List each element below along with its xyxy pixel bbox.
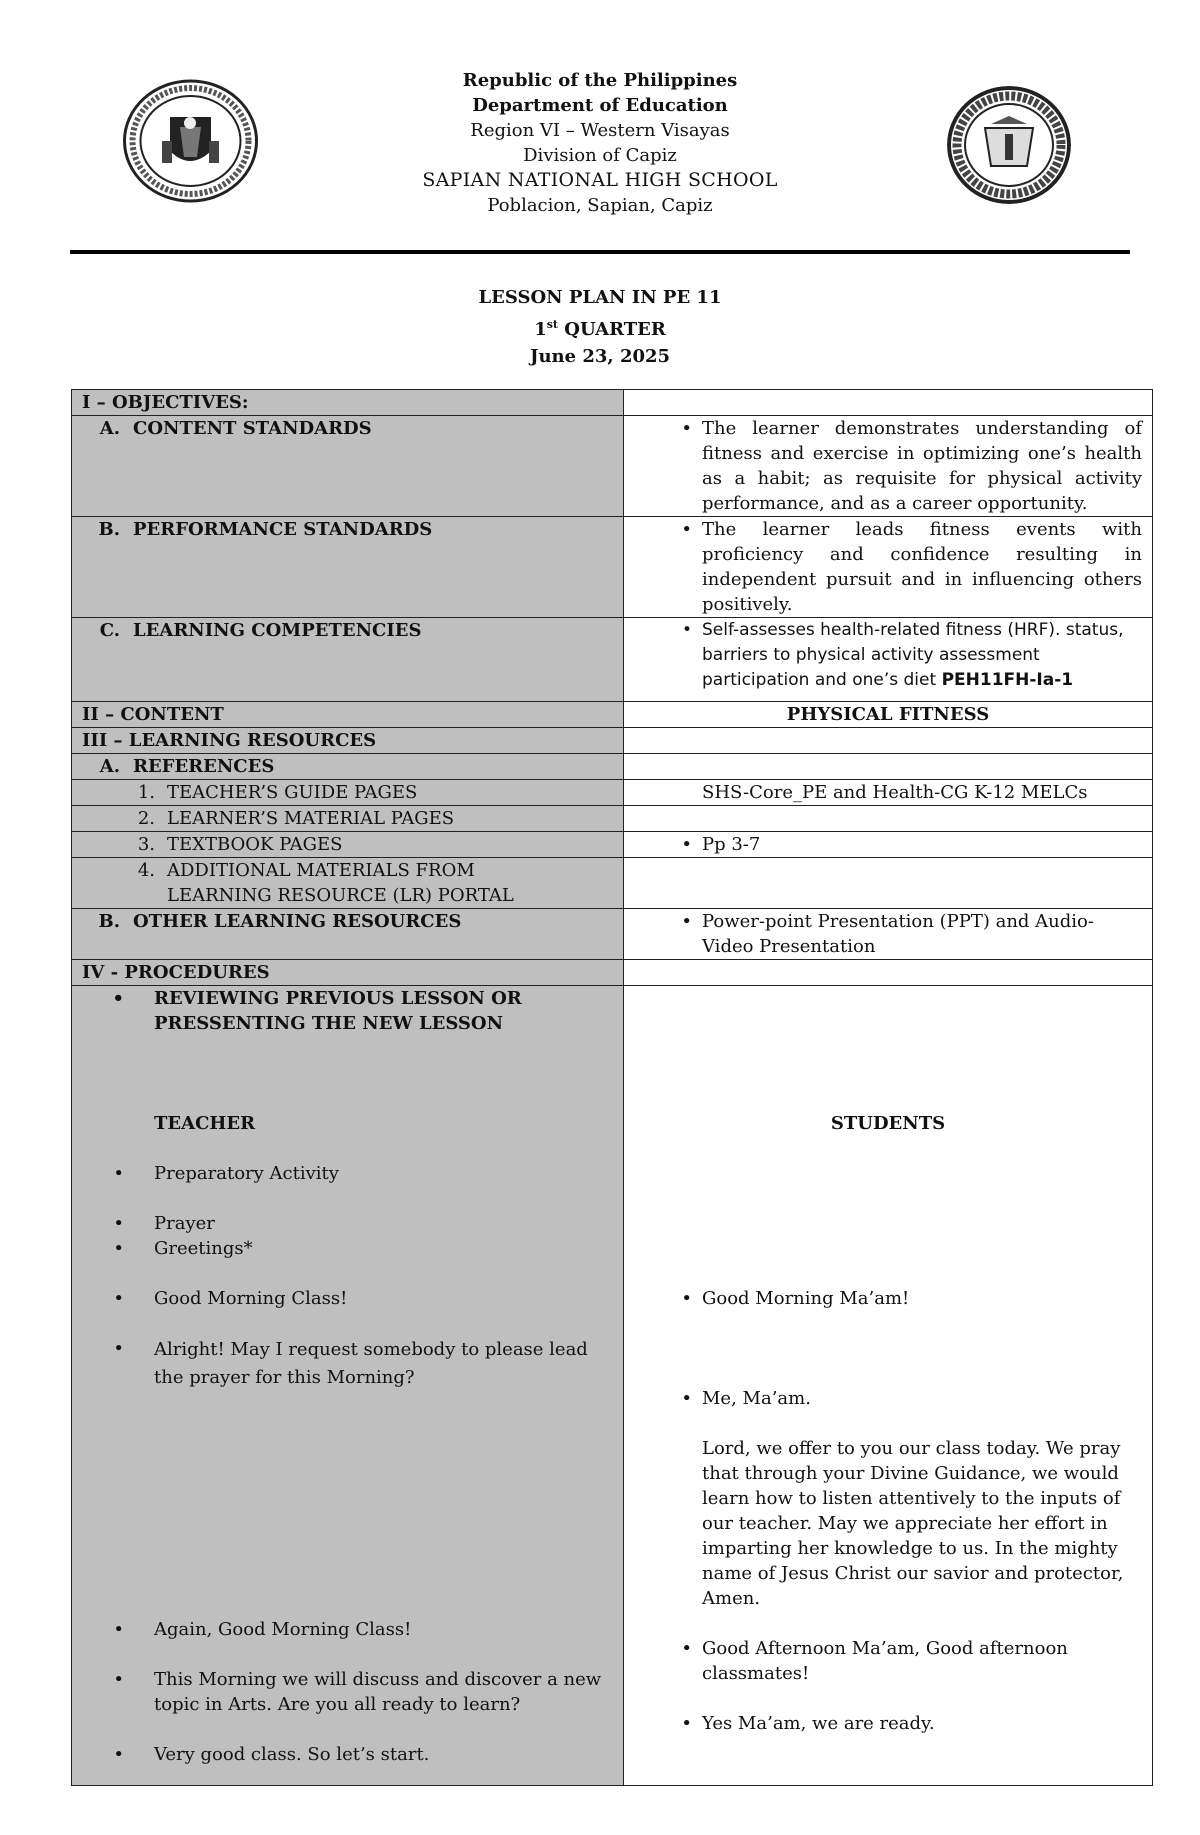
teachers-guide-label: 1. TEACHER’S GUIDE PAGES bbox=[137, 782, 418, 803]
student-line: • Good Afternoon Ma’am, Good afternoon classmates! bbox=[681, 1638, 1068, 1684]
header-division: Division of Capiz bbox=[523, 145, 677, 166]
header-republic: Republic of the Philippines bbox=[462, 70, 738, 91]
performance-standards-label: B. PERFORMANCE STANDARDS bbox=[98, 519, 433, 540]
table-row bbox=[72, 858, 1153, 909]
students-heading: STUDENTS bbox=[830, 1113, 946, 1134]
content-heading: II – CONTENT bbox=[82, 704, 224, 725]
student-line: • Yes Ma’am, we are ready. bbox=[681, 1713, 935, 1734]
title-subject: LESSON PLAN IN PE 11 bbox=[478, 287, 722, 308]
content-value: PHYSICAL FITNESS bbox=[786, 704, 990, 725]
learning-resources-heading: III – LEARNING RESOURCES bbox=[82, 730, 377, 751]
header-department: Department of Education bbox=[472, 95, 728, 116]
lesson-plan-table bbox=[71, 389, 1153, 1786]
table-row bbox=[72, 909, 1153, 960]
table-row bbox=[72, 416, 1153, 517]
student-line: • Me, Ma’am. bbox=[681, 1388, 811, 1409]
header-divider bbox=[70, 250, 1130, 254]
competency-code: PEH11FH-Ia-1 bbox=[941, 670, 1074, 690]
performance-standards-value: • The learner leads fitness events with proficiency and confidence resulting in independent pursuit and in influencing others positively. bbox=[681, 519, 1142, 615]
header-address: Poblacion, Sapian, Capiz bbox=[487, 195, 713, 216]
content-standards-value: • The learner demonstrates understanding of fitness and exercise in optimizing one’s health as a habit; as requisite for physical activity performance, and as a career opportunity. bbox=[681, 418, 1142, 514]
teacher-line: • Preparatory Activity bbox=[113, 1163, 339, 1184]
table-row bbox=[72, 728, 1153, 754]
student-prayer: Lord, we offer to you our class today. We pray that through your Divine Guidance, we would learn how to listen attentively to the inputs of our teacher. May we appreciate her effort in imparting her knowledge to us. In the mighty name of Jesus Christ our savior and protector, Amen. bbox=[702, 1438, 1124, 1609]
teachers-guide-value: SHS-Core_PE and Health-CG K-12 MELCs bbox=[702, 782, 1088, 803]
teacher-line: • Alright! May I request somebody to please lead the prayer for this Morning? bbox=[113, 1338, 588, 1388]
teacher-heading: TEACHER bbox=[154, 1113, 256, 1134]
header-region: Region VI – Western Visayas bbox=[470, 120, 730, 141]
header-school-name: SAPIAN NATIONAL HIGH SCHOOL bbox=[422, 169, 778, 191]
procedures-heading: IV - PROCEDURES bbox=[82, 962, 270, 983]
table-row bbox=[72, 517, 1153, 618]
textbook-pages-label: 3. TEXTBOOK PAGES bbox=[137, 834, 343, 855]
table-row bbox=[72, 618, 1153, 702]
title-date: June 23, 2025 bbox=[529, 346, 671, 367]
other-resources-value: • Power-point Presentation (PPT) and Audio-Video Presentation bbox=[681, 911, 1094, 957]
student-line: • Good Morning Ma’am! bbox=[681, 1288, 910, 1309]
quarter-suffix: st bbox=[546, 318, 559, 331]
quarter-word: QUARTER bbox=[558, 319, 666, 340]
additional-materials-label: 4. ADDITIONAL MATERIALS FROM LEARNING RESOURCE (LR) PORTAL bbox=[137, 860, 514, 906]
teacher-line: • Very good class. So let’s start. bbox=[113, 1744, 430, 1765]
table-row bbox=[72, 754, 1153, 780]
table-row bbox=[72, 390, 1153, 416]
content-standards-label: A. CONTENT STANDARDS bbox=[99, 418, 372, 439]
teacher-column bbox=[72, 986, 624, 1786]
teacher-line: • Good Morning Class! bbox=[113, 1288, 348, 1309]
other-resources-label: B. OTHER LEARNING RESOURCES bbox=[98, 911, 462, 932]
title-quarter bbox=[0, 311, 1200, 343]
table-row bbox=[72, 832, 1153, 858]
document-header bbox=[0, 68, 1200, 218]
table-row bbox=[72, 780, 1153, 806]
students-column bbox=[624, 986, 1153, 1786]
learning-competencies-label: C. LEARNING COMPETENCIES bbox=[99, 620, 422, 641]
teacher-line: • Prayer bbox=[113, 1213, 215, 1234]
table-row bbox=[72, 702, 1153, 728]
teacher-line: • Greetings* bbox=[113, 1238, 253, 1259]
teacher-line: • This Morning we will discuss and discover a new topic in Arts. Are you all ready to learn? bbox=[113, 1669, 602, 1715]
quarter-number: 1 bbox=[534, 319, 547, 340]
table-row bbox=[72, 806, 1153, 832]
lesson-plan-title bbox=[0, 284, 1200, 370]
review-lesson-item: • REVIEWING PREVIOUS LESSON OR PRESSENTING THE NEW LESSON bbox=[112, 988, 522, 1034]
learners-material-label: 2. LEARNER’S MATERIAL PAGES bbox=[137, 808, 455, 829]
textbook-pages-value: • Pp 3-7 bbox=[681, 834, 761, 855]
table-row bbox=[72, 960, 1153, 986]
learning-competencies-value: • Self-assesses health-related fitness (HRF). status, barriers to physical activity assessment participation and one’s diet PEH11FH-Ia-1 bbox=[681, 620, 1124, 690]
objectives-heading: I – OBJECTIVES: bbox=[82, 392, 249, 413]
table-row bbox=[72, 986, 1153, 1786]
references-label: A. REFERENCES bbox=[99, 756, 275, 777]
teacher-line: • Again, Good Morning Class! bbox=[113, 1619, 412, 1640]
